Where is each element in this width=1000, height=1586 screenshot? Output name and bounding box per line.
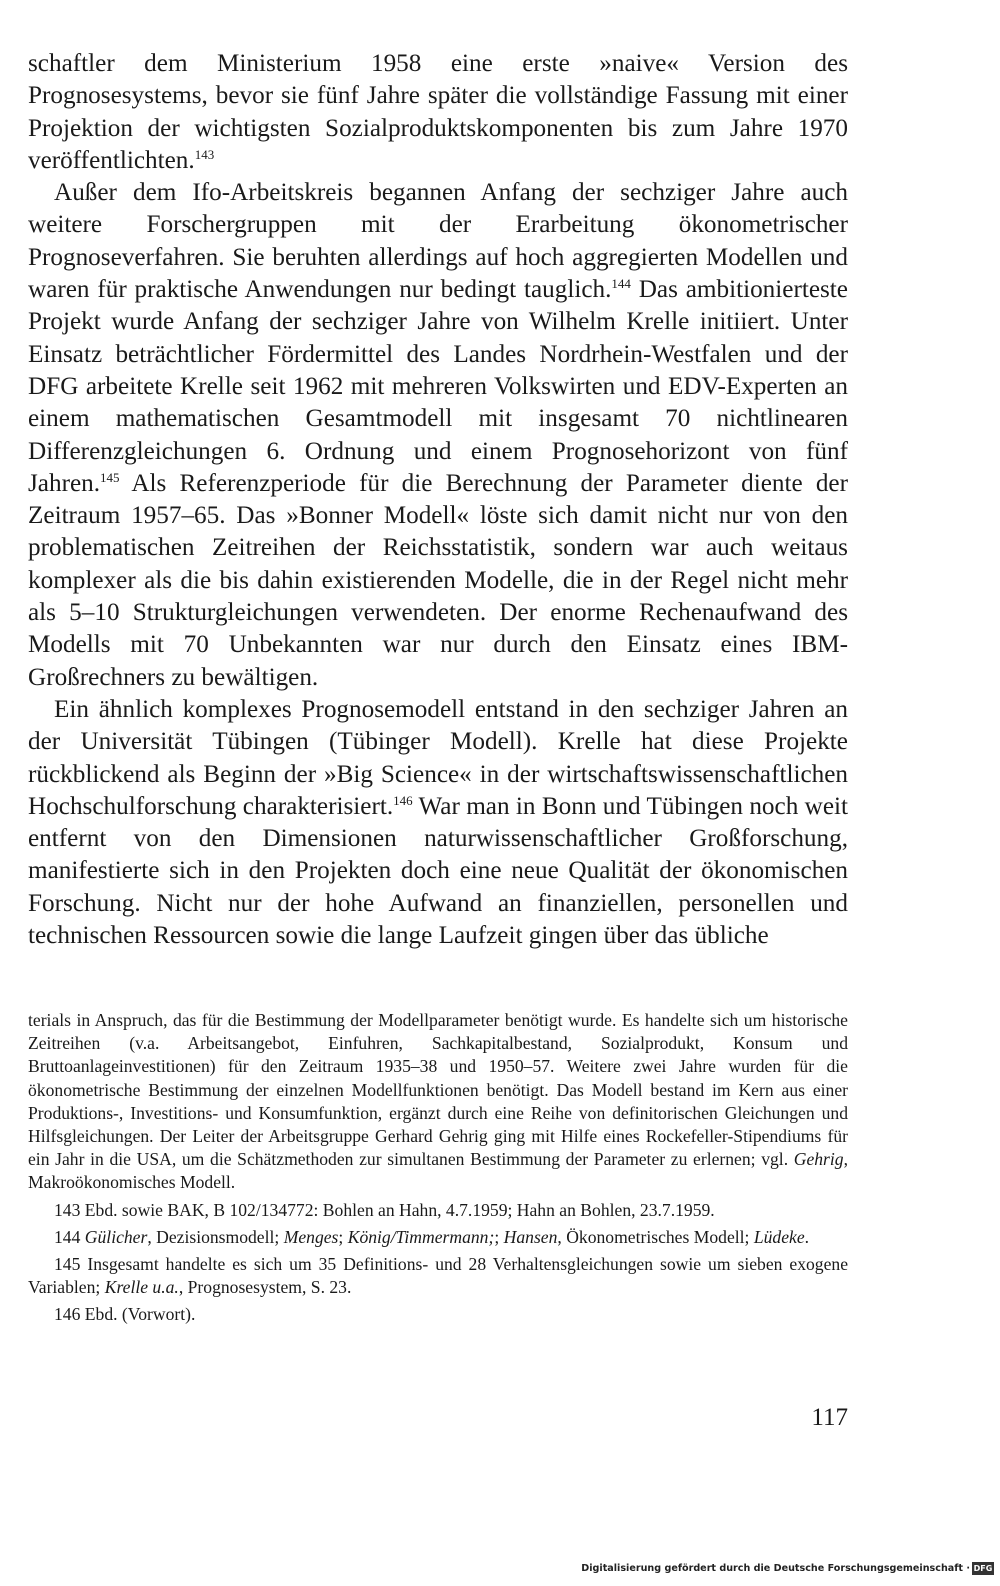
footnote-text: Ebd. sowie BAK, B 102/134772: Bohlen an Hahn, 4.7.1959; Hahn an Bohlen, 23.7.1959. — [84, 1199, 715, 1220]
footnote-text: Ebd. (Vorwort). — [84, 1304, 196, 1325]
footnote-author: Hansen — [503, 1226, 558, 1247]
paragraph-3-text-a: Ein ähnlich komplexes Prognosemodell entstand in den sechziger Jahren an der Universität Tübingen (Tübinger Modell). Krelle hat diese Projekte rückblickend als Beginn der »Big Science« in der wirtschaftswissenschaftlichen Hochschulforschung charakterisiert. — [28, 695, 848, 820]
paragraph-2-text-c: Als Referenzperiode für die Berechnung der Parameter diente der Zeitraum 1957–65. Das »Bonner Modell« löste sich damit nicht nur von den problematischen Zeitreihen der Reichsstatistik, sondern war auch weitaus komplexer als die bis dahin existierenden Modelle, die in der Regel nicht mehr als 5–10 Strukturgleichungen verwendeten. Der enorme Rechenaufwand des Modells mit 70 Unbekannten war nur durch den Einsatz eines IBM-Großrechners zu bewältigen. — [28, 469, 848, 691]
footnote-ref-143[interactable]: 143 — [194, 146, 215, 162]
footnote-text: Insgesamt handelte es sich um 35 Definitions- und 28 Verhaltensgleichungen sowie um sieben exogene Variablen; — [28, 1254, 849, 1298]
footnote-text: . — [804, 1226, 810, 1247]
footnote-continuation — [28, 1009, 848, 1195]
footnote-144 — [28, 1226, 848, 1249]
footnote-143 — [28, 1199, 848, 1222]
page-number: 117 — [811, 1404, 848, 1431]
footnote-author: Lüdeke — [753, 1226, 805, 1247]
paragraph-3 — [28, 694, 848, 952]
footnote-author: Krelle u.a. — [104, 1277, 179, 1298]
footnote-ref-146[interactable]: 146 — [393, 792, 413, 808]
footnote-ref-145[interactable]: 145 — [100, 469, 120, 485]
footnote-number: 146 — [54, 1304, 81, 1325]
footnote-author: Gülicher — [84, 1226, 148, 1247]
footnote-author: König/Timmermann; — [347, 1226, 495, 1247]
footnote-number: 145 — [54, 1254, 81, 1275]
footnote-continuation-text: terials in Anspruch, das für die Bestimmung der Modellparameter benötigt wurde. Es handelte sich um historische Zeitreihen (v.a. Arbeitsangebot, Einfuhren, Sachkapitalbestand, Sozialprodukt, Konsum und Bruttoanlageinvestitionen) für den Zeitraum 1935–38 und 1950–57. Weitere zwei Jahre wurden für die ökonometrische Bestimmung der einzelnen Modellfunktionen benötigt. Das Modell bestand im Kern aus einer Produktions-, Investitions- und Konsumfunktion, ergänzt durch eine Reihe von definitorischen Gleichungen und Hilfsgleichungen. Der Leiter der Arbeitsgruppe Gerhard Gehrig ging mit Hilfe eines Rockefeller-Stipendiums für ein Jahr in die USA, um die Schätzmethoden zur simultanen Bestimmung der Parameter zu erlernen; vgl. — [28, 1010, 848, 1170]
paragraph-2-text-b: Das ambitionierteste Projekt wurde Anfang der sechziger Jahre von Wilhelm Krelle initiiert. Unter Einsatz beträchtlicher Fördermittel des Landes Nordrhein-Westfalen und der DFG arbeitete Krelle seit 1962 mit mehreren Volkswirten und EDV-Experten an einem mathematischen Gesamtmodell mit insgesamt 70 nichtlinearen Differenzgleichungen 6. Ordnung und einem Prognosehorizont von fünf Jahren. — [28, 276, 848, 497]
footnote-text: , Ökonometrisches Modell; — [557, 1226, 754, 1247]
footnote-author: Gehrig — [793, 1149, 844, 1170]
paragraph-3-text-b: War man in Bonn und Tübingen noch weit entfernt von den Dimensionen naturwissenschaftlicher Großforschung, manifestierte sich in den Projekten doch eine neue Qualität der ökonomischen Forschung. Nicht nur der hohe Aufwand an finanziellen, personellen und technischen Ressourcen sowie die lange Laufzeit gingen über das übliche — [28, 792, 848, 950]
dfg-logo-icon: DFG — [973, 1564, 993, 1573]
paragraph-2 — [28, 177, 848, 694]
footnote-text: ; — [494, 1226, 504, 1247]
footnote-text: , Prognosesystem, S. 23. — [178, 1277, 352, 1298]
footnote-number: 143 — [54, 1199, 81, 1220]
footnote-text: ; — [338, 1226, 348, 1247]
footnote-145 — [28, 1253, 848, 1299]
footnote-ref-144[interactable]: 144 — [611, 276, 631, 292]
paragraph-1-text: schaftler dem Ministerium 1958 eine erste »naive« Version des Prognosesystems, bevor sie fünf Jahre später die vollständige Fassung mit einer Projektion der wichtigsten Sozialproduktskomponenten bis zum Jahre 1970 veröffentlichten. — [28, 50, 848, 174]
paragraph-2-text-a: Außer dem Ifo-Arbeitskreis begannen Anfang der sechziger Jahre auch weitere Forschergruppen mit der Erarbeitung ökonometrischer Prognoseverfahren. Sie beruhten allerdings auf hoch aggregierten Modellen und waren für praktische Anwendungen nur bedingt tauglich. — [28, 179, 848, 304]
footnote-author: Menges — [283, 1226, 339, 1247]
footnote-146 — [28, 1303, 848, 1326]
body-text — [28, 48, 848, 952]
footnote-number: 144 — [54, 1226, 81, 1247]
footnotes — [28, 1009, 848, 1327]
footnote-continuation-rest: , Makroökonomisches Modell. — [28, 1149, 848, 1193]
paragraph-1 — [28, 48, 848, 177]
footnote-text: , Dezisionsmodell; — [147, 1226, 284, 1247]
digitization-credit: Digitalisierung gefördert durch die Deutsche Forschungsgemeinschaft · — [581, 1563, 970, 1574]
